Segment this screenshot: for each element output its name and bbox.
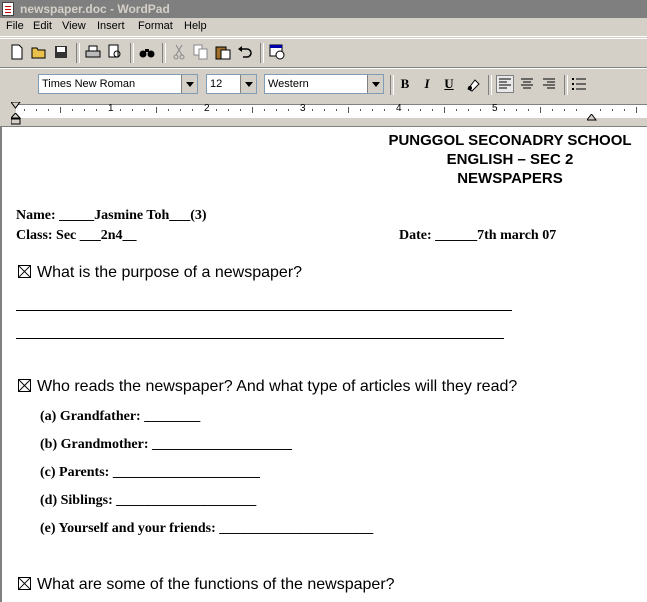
align-left-icon[interactable] [496,75,514,93]
question-1 [18,264,302,282]
ruler-tick [420,109,421,111]
color-icon[interactable] [464,75,482,93]
ruler-tick [408,109,409,111]
script-select[interactable] [264,74,384,94]
underline-button[interactable]: U [444,76,454,91]
font-size-value: 12 [210,78,223,90]
ruler-tick [564,109,565,111]
toolbar-separator [390,75,394,95]
menu-file[interactable]: File [6,20,24,32]
undo-icon[interactable] [236,43,254,61]
ruler-tick [348,107,349,113]
question-2 [18,378,517,396]
class-line: Class: Sec ___2n4__ [16,228,137,243]
ruler-tick [180,109,181,111]
ruler-tick [336,109,337,111]
ruler-tick [552,109,553,111]
ruler-tick [636,107,637,113]
ruler-number: 1 [108,103,114,114]
header-subject: ENGLISH – SEC 2 [446,151,574,168]
ruler-tick [156,107,157,113]
ruler-tick [84,109,85,111]
ruler-tick [372,109,373,111]
bullets-icon[interactable] [570,75,588,93]
name-line: Name: _____Jasmine Toh___(3) [16,208,207,223]
font-size-select[interactable] [206,74,257,94]
open-icon[interactable] [30,43,48,61]
print-preview-icon[interactable] [106,43,124,61]
menu-bar [0,18,647,37]
new-icon[interactable] [8,43,26,61]
ruler-tick [288,109,289,111]
ruler-tick [216,109,217,111]
ruler-tick [432,109,433,111]
date-line: Date: ______7th march 07 [399,228,557,243]
toolbar-separator [564,75,568,95]
ruler-tick [240,109,241,111]
menu-help[interactable]: Help [184,20,207,32]
chevron-down-icon[interactable] [367,75,383,93]
toolbar-separator [162,43,166,63]
menu-insert[interactable]: Insert [97,20,125,32]
format-bar [0,68,647,101]
ruler-tick [504,109,505,111]
ruler-tick [468,109,469,111]
ruler-tick [120,109,121,111]
ruler-tick [36,109,37,111]
ruler-tick [480,109,481,111]
ruler-strip [16,104,647,118]
ruler-tick [264,109,265,111]
window-title: newspaper.doc - WordPad [20,2,170,16]
menu-edit[interactable]: Edit [33,20,52,32]
question-2-text: Who reads the newspaper? And what type of articles will they read? [37,378,518,395]
ruler-tick [192,109,193,111]
toolbar-separator [76,43,80,63]
question-3-text: What are some of the functions of the newspaper? [37,576,395,593]
find-icon[interactable] [138,43,156,61]
answer-line [16,338,504,339]
chevron-down-icon[interactable] [181,75,197,93]
ruler-tick [96,109,97,111]
ruler-tick [252,107,253,113]
checkbox-icon [18,379,31,392]
answer-line [16,310,512,311]
document-area[interactable] [0,127,647,602]
date-time-icon[interactable] [268,43,286,61]
menu-format[interactable]: Format [138,20,173,32]
header-topic: NEWSPAPERS [457,170,563,187]
italic-button[interactable]: I [424,76,430,91]
ruler-tick [144,109,145,111]
font-name-select[interactable] [38,74,198,94]
ruler-tick [576,109,577,111]
ruler-number: 4 [396,103,402,114]
copy-icon[interactable] [192,43,210,61]
ruler-tick [624,109,625,111]
header-school: PUNGGOL SECONADRY SCHOOL [388,132,632,149]
ruler-tick [384,109,385,111]
ruler-tick [540,107,541,113]
ruler-tick [60,107,61,113]
ruler-tick [360,109,361,111]
save-icon[interactable] [52,43,70,61]
toolbar-separator [130,43,134,63]
question-3 [18,576,395,594]
font-name-value: Times New Roman [42,78,136,90]
ruler-tick [612,109,613,111]
first-indent-marker[interactable] [11,101,21,113]
option-e: (e) Yourself and your friends: ______________________ [40,521,374,536]
right-indent-marker[interactable] [587,113,597,125]
checkbox-icon [18,265,31,278]
bold-button[interactable]: B [400,76,410,91]
ruler-tick [444,107,445,113]
ruler-tick [228,109,229,111]
menu-view[interactable]: View [62,20,86,32]
left-indent-marker[interactable] [11,113,21,128]
ruler-tick [72,109,73,111]
ruler-tick [132,109,133,111]
script-value: Western [268,78,309,90]
ruler-tick [276,109,277,111]
cut-icon[interactable] [170,43,188,61]
title-bar [0,0,647,18]
ruler-tick [168,109,169,111]
ruler-number: 5 [492,103,498,114]
ruler-tick [600,109,601,111]
ruler-tick [24,109,25,111]
ruler-tick [456,109,457,111]
ruler-number: 2 [204,103,210,114]
ruler-tick [48,109,49,111]
toolbar-separator [260,43,264,63]
option-a: (a) Grandfather: ________ [40,409,201,424]
ruler-tick [516,109,517,111]
question-1-text: What is the purpose of a newspaper? [37,264,303,281]
option-d: (d) Siblings: ____________________ [40,493,257,508]
option-b: (b) Grandmother: ____________________ [40,437,292,452]
chevron-down-icon[interactable] [240,75,256,93]
align-right-icon[interactable] [540,75,558,93]
ruler-number: 3 [300,103,306,114]
align-center-icon[interactable] [518,75,536,93]
option-c: (c) Parents: _____________________ [40,465,260,480]
print-icon[interactable] [84,43,102,61]
ruler-tick [528,109,529,111]
toolbar-separator [488,75,492,95]
checkbox-icon [18,577,31,590]
ruler[interactable] [0,100,647,127]
ruler-tick [312,109,313,111]
wordpad-icon [2,2,14,16]
standard-toolbar [0,38,647,68]
ruler-tick [324,109,325,111]
paste-icon[interactable] [214,43,232,61]
